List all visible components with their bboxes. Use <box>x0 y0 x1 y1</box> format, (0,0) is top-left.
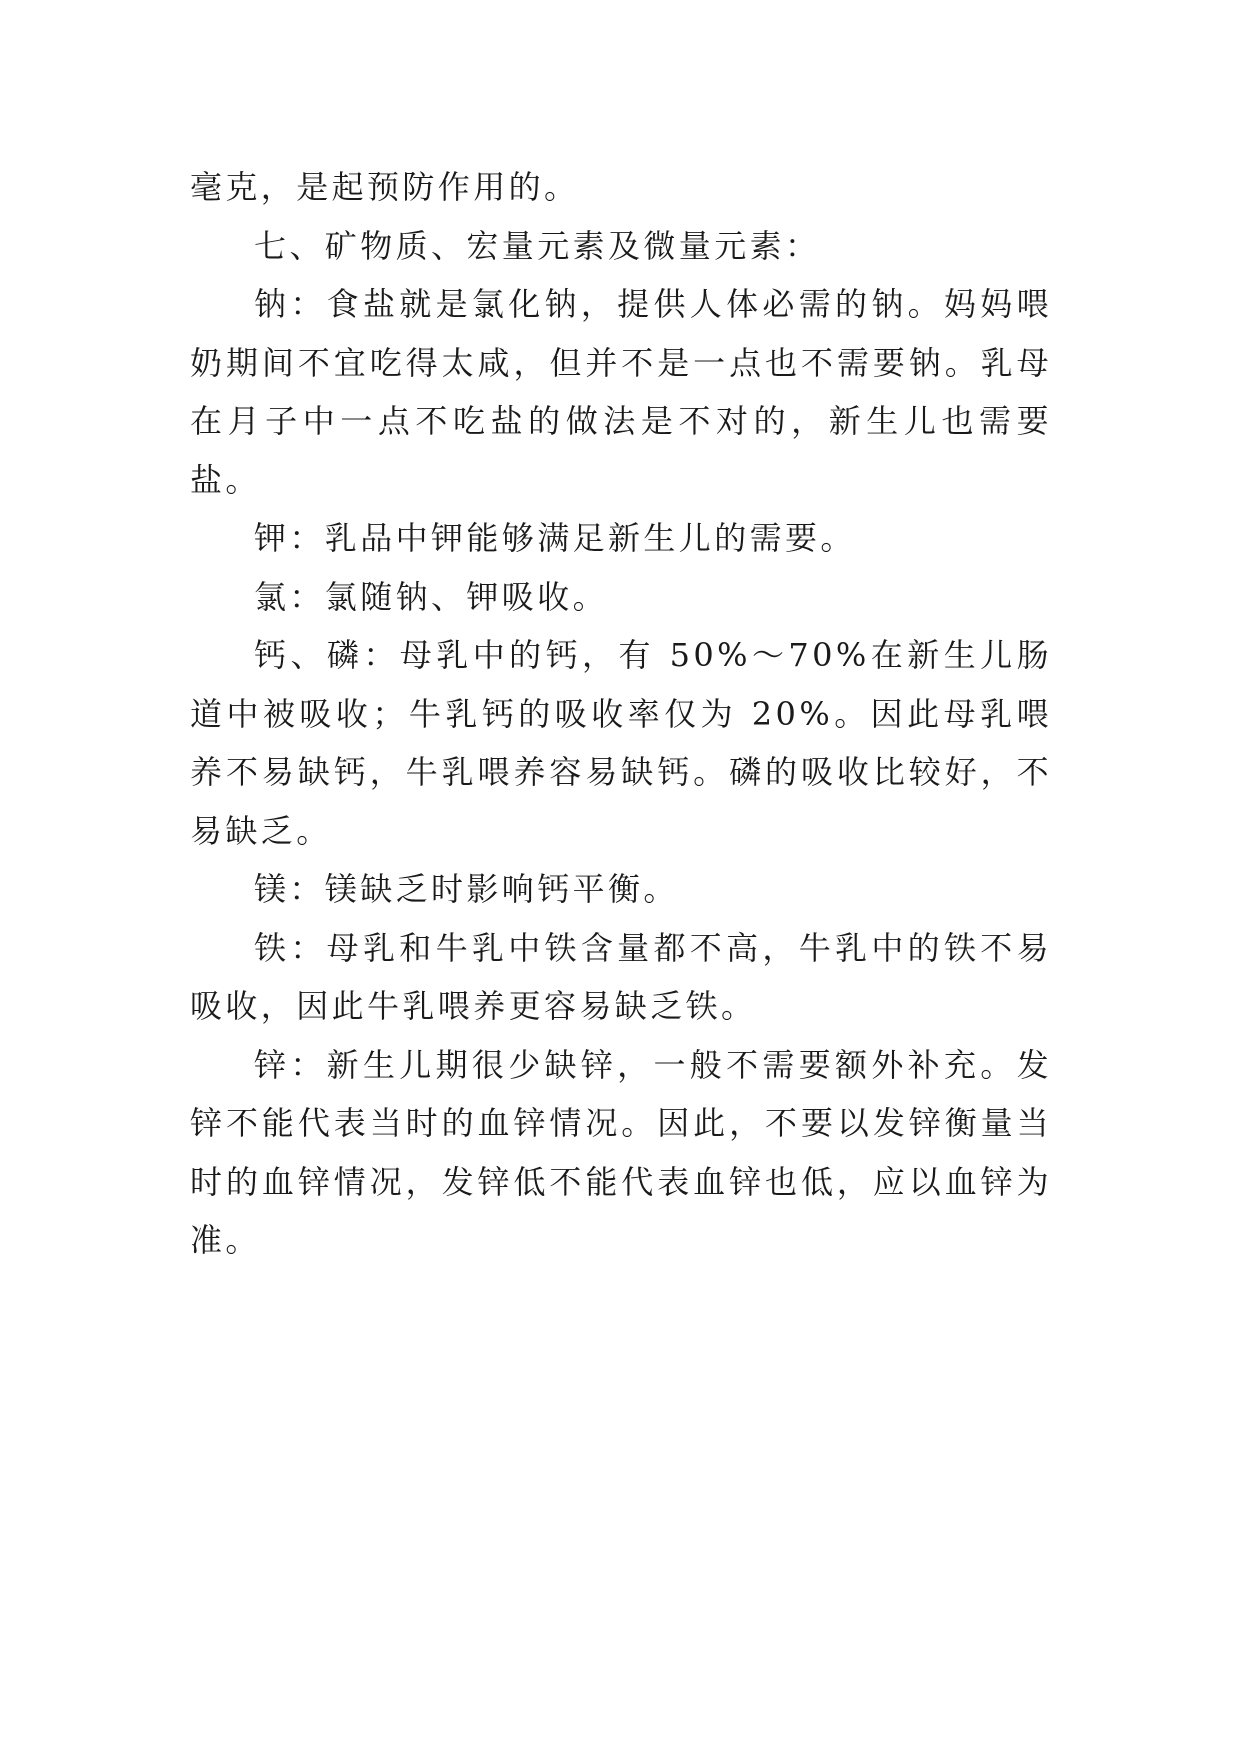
section-heading-minerals: 七、矿物质、宏量元素及微量元素： <box>254 226 821 265</box>
document-body <box>190 158 1052 1270</box>
paragraph-magnesium: 镁：镁缺乏时影响钙平衡。 <box>254 870 679 908</box>
paragraph-chlorine: 氯：氯随钠、钾吸收。 <box>254 577 609 616</box>
paragraph-iron: 铁：母乳和牛乳中铁含量都不高，牛乳中的铁不易吸收，因此牛乳喂养更容易缺乏铁。 <box>190 928 1052 1025</box>
paragraph-zinc: 锌：新生儿期很少缺锌，一般不需要额外补充。发锌不能代表当时的血锌情况。因此，不要以发锌衡量当时的血锌情况，发锌低不能代表血锌也低，应以血锌为准。 <box>190 1045 1052 1259</box>
paragraph-calcium-phosphorus: 钙、磷：母乳中的钙，有 50%～70%在新生儿肠道中被吸收；牛乳钙的吸收率仅为 20%。因此母乳喂养不易缺钙，牛乳喂养容易缺钙。磷的吸收比较好，不易缺乏。 <box>190 636 1052 850</box>
paragraph-sodium: 钠：食盐就是氯化钠，提供人体必需的钠。妈妈喂奶期间不宜吃得太咸，但并不是一点也不需要钠。乳母在月子中一点不吃盐的做法是不对的，新生儿也需要盐。 <box>190 285 1052 499</box>
paragraph-continuation: 毫克，是起预防作用的。 <box>190 168 580 206</box>
paragraph-potassium: 钾：乳品中钾能够满足新生儿的需要。 <box>254 519 856 557</box>
